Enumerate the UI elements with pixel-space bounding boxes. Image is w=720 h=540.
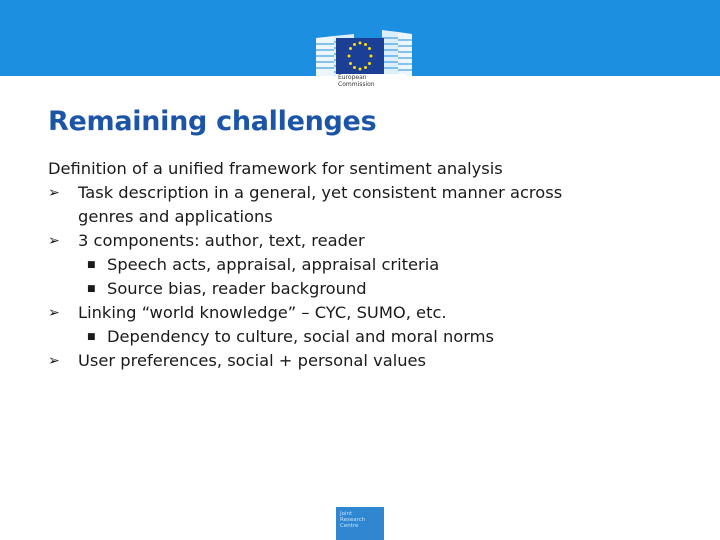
jrc-logo [336, 507, 384, 540]
square-bullet-icon: ■ [87, 260, 96, 270]
logo-line-2: Commission [338, 81, 375, 88]
arrow-bullet-icon: ➢ [48, 233, 60, 249]
body-line-intro: Definition of a unified framework for sentiment analysis [48, 159, 503, 178]
bullet-world-knowledge: ➢ Linking “world knowledge” – CYC, SUMO, etc. [48, 301, 688, 325]
ec-building-icon [308, 18, 432, 78]
arrow-bullet-icon: ➢ [48, 353, 60, 369]
subbullet-source-bias: ■ Source bias, reader background [48, 277, 688, 301]
european-commission-logo [308, 18, 432, 98]
bullet-task-description: ➢ Task description in a general, yet consistent manner across [48, 181, 688, 205]
jrc-line-3: Centre [340, 523, 359, 529]
arrow-bullet-icon: ➢ [48, 305, 60, 321]
logo-line-1: European [338, 74, 367, 81]
bullet-components: ➢ 3 components: author, text, reader [48, 229, 688, 253]
square-bullet-icon: ■ [87, 284, 96, 294]
jrc-line-1: Joint [340, 511, 353, 517]
slide-body [48, 157, 688, 373]
bullet-user-preferences: ➢ User preferences, social + personal values [48, 349, 688, 373]
square-bullet-icon: ■ [87, 332, 96, 342]
arrow-bullet-icon: ➢ [48, 185, 60, 201]
bullet-task-description-cont: genres and applications [78, 207, 273, 226]
jrc-line-2: Research [340, 517, 366, 523]
subbullet-speech-acts: ■ Speech acts, appraisal, appraisal criteria [48, 253, 688, 277]
subbullet-dependency: ■ Dependency to culture, social and moral norms [48, 325, 688, 349]
slide-title: Remaining challenges [48, 106, 377, 137]
logo-wordmark [336, 74, 406, 88]
